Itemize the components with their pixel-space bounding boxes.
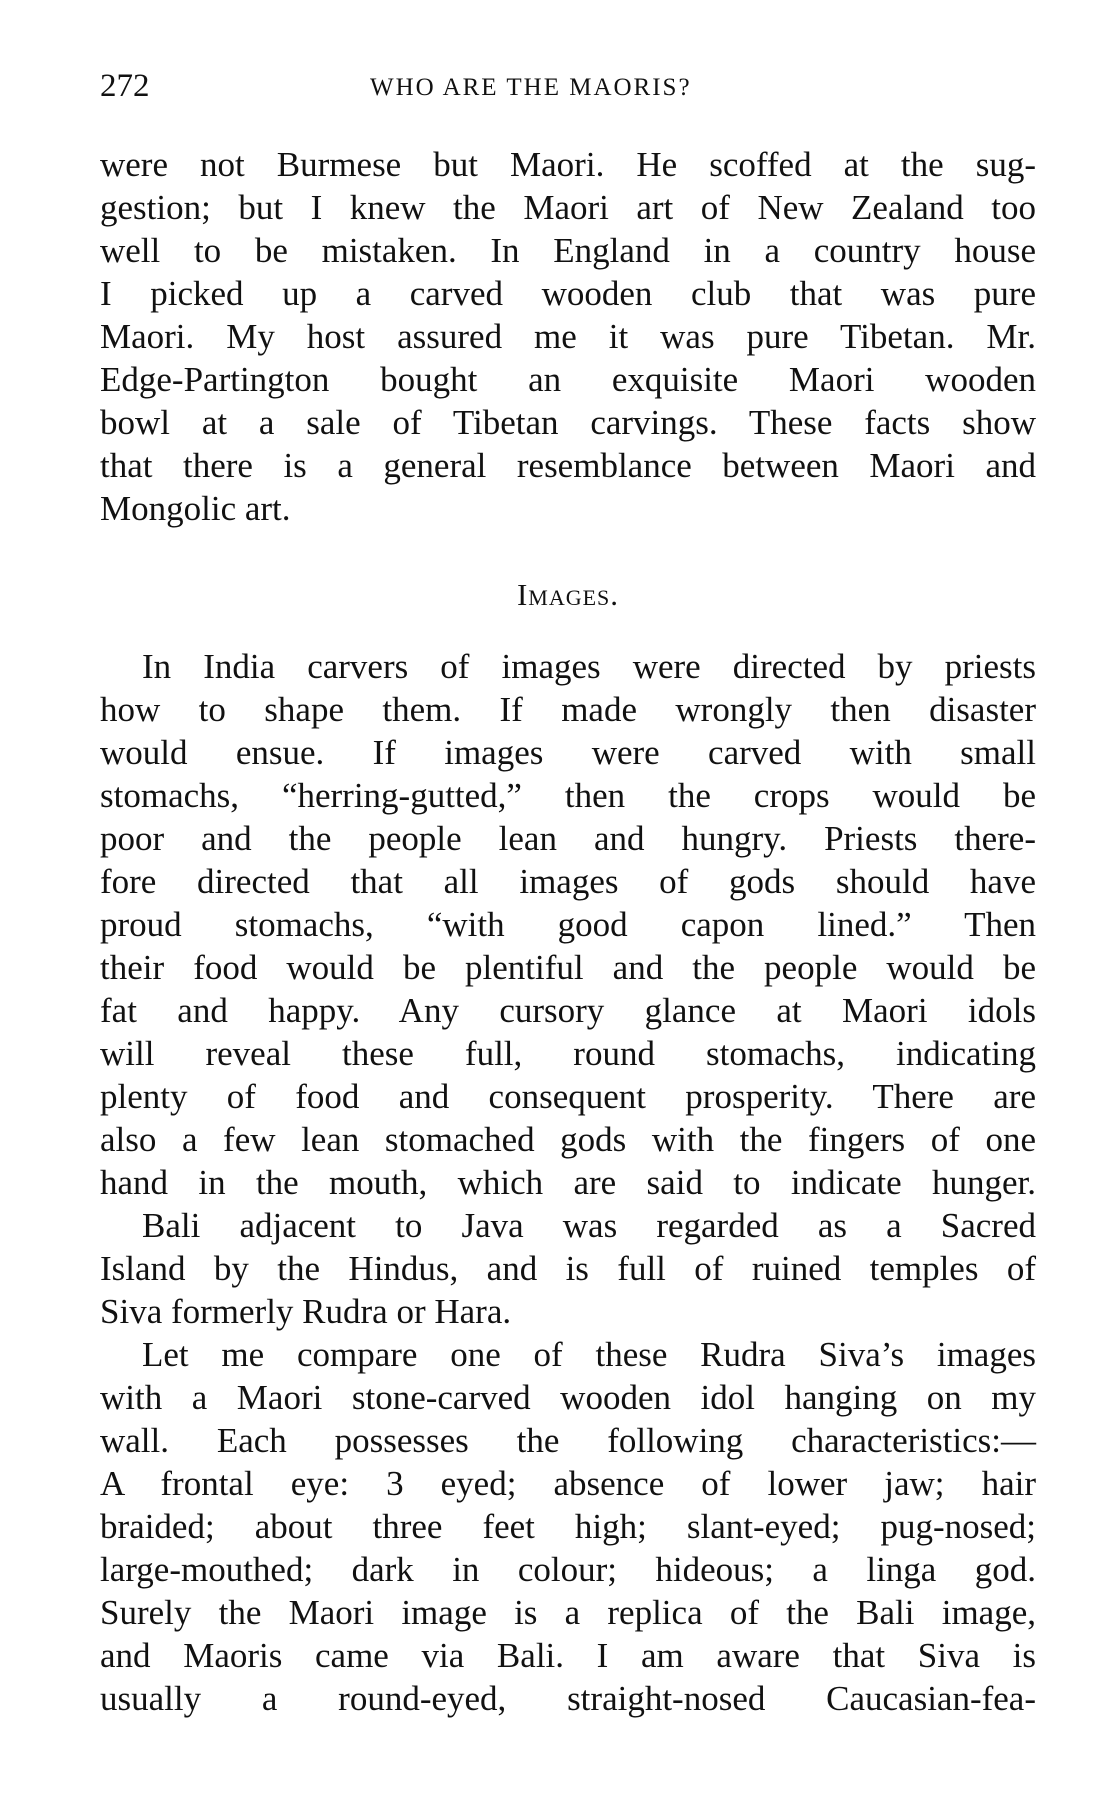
paragraph-continuation	[100, 143, 1036, 530]
text-line: will reveal these full, round stomachs, indicating	[100, 1034, 1036, 1073]
text-line: and Maoris came via Bali. I am aware that Siva is	[100, 1636, 1036, 1675]
text-line: well to be mistaken. In England in a country house	[100, 231, 1036, 270]
text-line: stomachs, “herring-gutted,” then the crops would be	[100, 776, 1036, 815]
text-line: A frontal eye: 3 eyed; absence of lower jaw; hair	[100, 1464, 1036, 1503]
text-line: their food would be plentiful and the people would be	[100, 948, 1036, 987]
body-text	[100, 143, 1036, 1720]
text-line: gestion; but I knew the Maori art of New Zealand too	[100, 188, 1036, 227]
running-title: WHO ARE THE MAORIS?	[370, 74, 692, 101]
text-line: usually a round-eyed, straight-nosed Caucasian-fea-	[100, 1679, 1036, 1718]
text-line: with a Maori stone-carved wooden idol hanging on my	[100, 1378, 1036, 1417]
page-number: 272	[100, 68, 150, 104]
text-line: Island by the Hindus, and is full of ruined temples of	[100, 1249, 1036, 1288]
text-line: wall. Each possesses the following characteristics:—	[100, 1421, 1036, 1460]
text-line: fore directed that all images of gods should have	[100, 862, 1036, 901]
text-line: Mongolic art.	[100, 489, 291, 528]
text-line: large-mouthed; dark in colour; hideous; a linga god.	[100, 1550, 1036, 1589]
section-heading: Images.	[516, 577, 620, 612]
text-line: Maori. My host assured me it was pure Tibetan. Mr.	[100, 317, 1036, 356]
text-line: were not Burmese but Maori. He scoffed at the sug-	[100, 145, 1036, 184]
text-line: Siva formerly Rudra or Hara.	[100, 1292, 512, 1331]
text-line: would ensue. If images were carved with small	[100, 733, 1036, 772]
text-line: bowl at a sale of Tibetan carvings. These facts show	[100, 403, 1036, 442]
text-line: Let me compare one of these Rudra Siva’s images	[142, 1335, 1036, 1374]
text-line: fat and happy. Any cursory glance at Maori idols	[100, 991, 1036, 1030]
paragraph-bali	[100, 1204, 1036, 1333]
running-head	[100, 64, 1036, 108]
text-line: hand in the mouth, which are said to indicate hunger.	[100, 1163, 1036, 1202]
text-line: I picked up a carved wooden club that was pure	[100, 274, 1036, 313]
text-line: poor and the people lean and hungry. Priests there-	[100, 819, 1036, 858]
text-line: braided; about three feet high; slant-eyed; pug-nosed;	[100, 1507, 1036, 1546]
text-line: that there is a general resemblance between Maori and	[100, 446, 1036, 485]
text-line: plenty of food and consequent prosperity. There are	[100, 1077, 1036, 1116]
text-line: how to shape them. If made wrongly then disaster	[100, 690, 1036, 729]
text-line: proud stomachs, “with good capon lined.” Then	[100, 905, 1036, 944]
text-line: In India carvers of images were directed by priests	[142, 647, 1036, 686]
text-line: Bali adjacent to Java was regarded as a Sacred	[142, 1206, 1036, 1245]
text-line: Surely the Maori image is a replica of the Bali image,	[100, 1593, 1036, 1632]
text-line: Edge-Partington bought an exquisite Maori wooden	[100, 360, 1036, 399]
paragraph-rudra-siva	[100, 1333, 1036, 1720]
text-line: also a few lean stomached gods with the fingers of one	[100, 1120, 1036, 1159]
paragraph-images-priests	[100, 645, 1036, 1204]
